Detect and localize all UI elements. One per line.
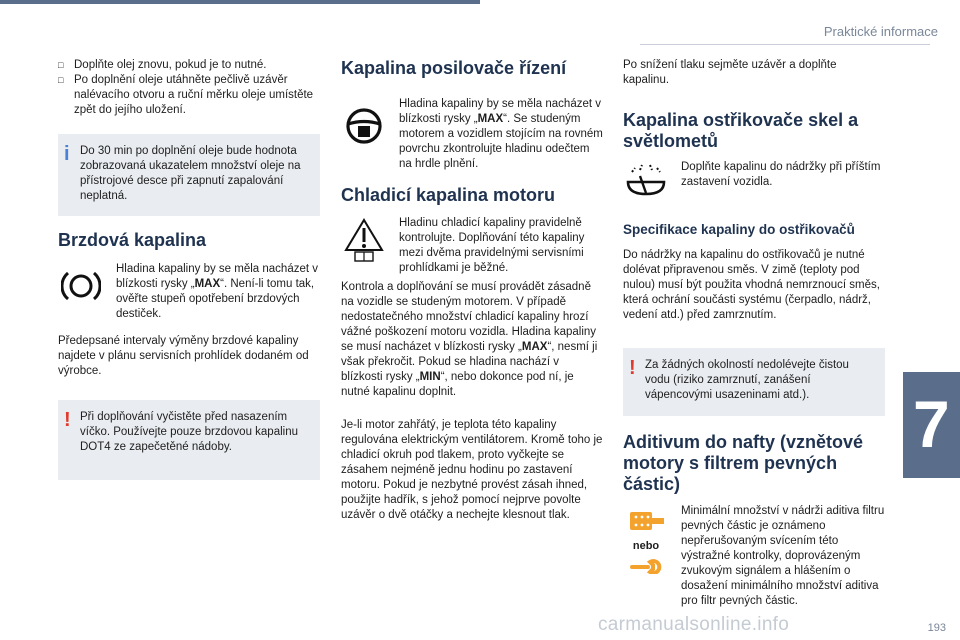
info-icon: i xyxy=(64,143,70,165)
list-item: □ Po doplnění oleje utáhněte pečlivě uzávěr nalévacího otvoru a ruční měrku oleje umístěte zpět do jejího uložení. xyxy=(58,73,320,118)
steering-wheel-icon xyxy=(341,97,387,172)
top-accent-bar xyxy=(0,0,480,4)
column-2 xyxy=(341,58,603,523)
warning-icon: ! xyxy=(64,409,71,431)
warning-text: Za žádných okolností nedolévejte čistou vodu (riziko zamrznutí, zanášení vápencovými usazeninami atd.). xyxy=(645,359,849,401)
washer-title: Kapalina ostřikovače skel a světlometů xyxy=(623,110,859,151)
oil-bullets xyxy=(58,58,320,118)
header-rule xyxy=(640,44,930,45)
coolant-paragraph-2: Je-li motor zahřátý, je teplota této kapaliny regulována elektrickým ventilátorem. Kromě toho je chladicí okruh pod tlakem, proto vyčkejte se zásahem nejméně jednu hodinu po zastavení motoru. Pokud je nezbytné provést zásah ihned, použijte hadřík, s jehož pomocí nejprve povolte uzávěr o dvě otáčky a nechejte klesnout tlak. xyxy=(341,419,603,521)
power-steering-icon-row xyxy=(341,97,603,172)
brake-warning-icon xyxy=(58,262,104,322)
coolant-paragraph-1: Kontrola a doplňování se musí provádět zásadně na vozidle se studeným motorem. V případě nedostatečného množství chladicí kapaliny hrozí vážné poškození motoru vozidla. Hladina kapaliny se musí nacházet v blízkosti rysky „MAX“, nesmí ji však překročit. Pokud se hladina nachází v blízkosti rysky „MIN“, nebo dokonce pod ní, je nutné kapalinu doplnit. xyxy=(341,281,598,398)
coolant-title: Chladicí kapalina motoru xyxy=(341,185,556,205)
additive-title: Aditivum do nafty (vznětové motory s filtrem pevných částic) xyxy=(623,432,864,494)
coolant-continued: Po snížení tlaku sejměte uzávěr a doplňte kapalinu. xyxy=(623,59,837,86)
power-steering-text: Hladina kapaliny by se měla nacházet v blízkosti rysky „MAX“. Se studeným motorem a vozidlem stojícím na rovném povrchu zkontrolujte hladinu odečtem na hrdle plnění. xyxy=(399,98,603,170)
additive-icon-row xyxy=(623,504,885,609)
washer-icon-text: Doplňte kapalinu do nádržky při příštím zastavení vozidla. xyxy=(681,161,881,188)
coolant-warning-icon xyxy=(341,216,387,276)
washer-spec-text: Do nádržky na kapalinu do ostřikovačů je nutné dolévat připravenou směs. V zimě (teploty pod nulou) musí být použita vhodná nemrznoucí směs, která ochrání součásti systému (čerpadlo, nádrž, vedení atd.) před zamrznutím. xyxy=(623,249,880,321)
power-steering-title: Kapalina posilovače řízení xyxy=(341,58,567,78)
washer-fluid-icon xyxy=(623,160,669,198)
brake-icon-row xyxy=(58,262,320,322)
additive-icon-text: Minimální množství v nádrži aditiva filtru pevných částic je oznámeno nepřerušovaným svícením této výstražné kontrolky, doprovázeným zvukovým signálem a hlášením o dosažení minimálního množství aditiva pro filtr pevných částic. xyxy=(681,505,885,607)
warning-box-washer xyxy=(623,348,885,416)
brake-fluid-title: Brzdová kapalina xyxy=(58,230,207,250)
warning-box-brake xyxy=(58,400,320,480)
warning-icon: ! xyxy=(629,357,636,379)
coolant-icon-text: Hladinu chladicí kapaliny pravidelně kontrolujte. Doplňování této kapaliny mezi dvěma pravidelnými servisními prohlídkami je běžné. xyxy=(399,217,585,274)
info-text: Do 30 min po doplnění oleje bude hodnota zobrazovaná ukazatelem množství oleje na přístrojové desce při zapnutí zapalování neplatná. xyxy=(80,145,301,202)
warning-text: Při doplňování vyčistěte před nasazením víčko. Používejte pouze brzdovou kapalinu DOT4 ze zapečetěné nádoby. xyxy=(80,411,298,453)
chapter-tab xyxy=(903,372,960,478)
or-label: nebo xyxy=(632,540,660,552)
column-3 xyxy=(623,58,885,609)
additive-icons xyxy=(623,504,669,609)
particle-filter-icon xyxy=(623,504,669,534)
column-1 xyxy=(58,58,320,480)
washer-icon-row xyxy=(623,160,885,198)
wrench-icon xyxy=(623,558,669,574)
coolant-icon-row xyxy=(341,216,603,276)
watermark: carmanualsonline.info xyxy=(598,614,790,635)
washer-spec-title: Specifikace kapaliny do ostřikovačů xyxy=(623,222,855,237)
section-header: Praktické informace xyxy=(823,24,938,39)
info-box-oil xyxy=(58,134,320,216)
brake-paragraph: Předepsané intervaly výměny brzdové kapaliny najdete v plánu servisních prohlídek dodaném od výrobce. xyxy=(58,335,309,377)
list-item: □ Doplňte olej znovu, pokud je to nutné. xyxy=(58,58,320,73)
chapter-number: 7 xyxy=(913,387,950,461)
brake-icon-text: Hladina kapaliny by se měla nacházet v blízkosti rysky „MAX“. Není-li tomu tak, ověřte stupeň opotřebení brzdových destiček. xyxy=(116,263,319,320)
page-number: 193 xyxy=(927,622,946,634)
